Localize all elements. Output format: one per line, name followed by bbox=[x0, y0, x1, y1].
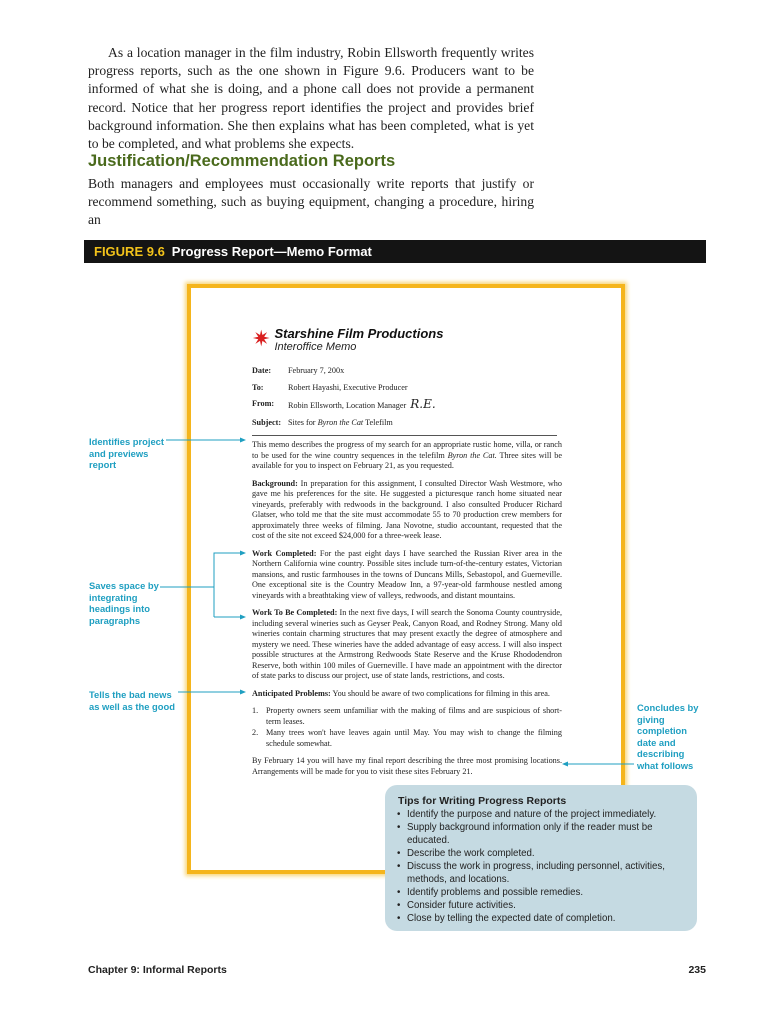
problem-text: Many trees won't have leaves again until May. You may wish to change the filming schedule somewhat. bbox=[266, 728, 562, 748]
subject-prefix: Sites for bbox=[288, 417, 318, 427]
problems-text: You should be aware of two complications for filming in this area. bbox=[330, 688, 550, 698]
arrowhead-bad-news bbox=[240, 690, 246, 695]
memo-type-label: Interoffice Memo bbox=[274, 341, 357, 353]
figure-title: Progress Report—Memo Format bbox=[171, 244, 372, 259]
tips-box bbox=[385, 785, 697, 931]
footer-page-number: 235 bbox=[688, 964, 706, 976]
arrowhead-concludes bbox=[562, 762, 568, 767]
todo-heading: Work To Be Completed: bbox=[252, 608, 338, 617]
tip-item: • Supply background information only if the reader must be educated. bbox=[397, 821, 685, 847]
tip-item: • Identify problems and possible remedies. bbox=[397, 886, 685, 899]
initials-signature: R.E. bbox=[410, 397, 436, 411]
opening-text-b: Three sites will be available for you to inspect on February 21, as you requested. bbox=[252, 450, 562, 470]
annotation-identifies: Identifies project and previews report bbox=[89, 436, 165, 470]
to-label: To: bbox=[252, 382, 264, 392]
leader-saves-space bbox=[160, 553, 242, 587]
problem-text: Property owners seem unfamiliar with the making of films and are suspicious of short-term leases. bbox=[266, 706, 562, 726]
arrowhead-identifies bbox=[240, 438, 246, 443]
tip-item: • Close by telling the expected date of completion. bbox=[397, 912, 685, 925]
subject-label: Subject: bbox=[252, 417, 282, 427]
background-heading: Background: bbox=[252, 478, 298, 488]
footer-chapter: Chapter 9: Informal Reports bbox=[88, 964, 227, 976]
opening-text-a: This memo describes the progress of my search for an appropriate rustic home, villa, or ranch to be used for the wine country sequences in the telefilm bbox=[252, 440, 562, 460]
tips-list bbox=[397, 808, 685, 925]
section-text: Both managers and employees must occasionally write reports that justify or recommend something, such as buying equipment, changing a procedure, hiring an bbox=[88, 176, 534, 228]
completed-heading: Work Completed: bbox=[252, 548, 317, 558]
tip-item: • Identify the purpose and nature of the project immediately. bbox=[397, 808, 685, 821]
to-value: Robert Hayashi, Executive Producer bbox=[288, 382, 408, 392]
company-name: Starshine Film Productions bbox=[274, 326, 444, 341]
annotation-bad-news: Tells the bad news as well as the good bbox=[89, 689, 175, 712]
subject-suffix: Telefilm bbox=[363, 417, 393, 427]
problems-heading: Anticipated Problems: bbox=[252, 688, 331, 698]
tip-item: • Discuss the work in progress, including personnel, activities, methods, and locations. bbox=[397, 860, 685, 886]
date-value: February 7, 200x bbox=[288, 366, 345, 375]
intro-paragraph: As a location manager in the film industry, Robin Ellsworth frequently writes progress reports, such as the one shown in Figure 9.6. Producers want to be informed of what she is doing, and a phone call does not provide a permanent record. Notice that her progress report identifies the project and provides brief background information. She then explains what has been completed, what is yet to be completed, and what problems she expects. bbox=[88, 45, 534, 152]
arrowhead-saves-space-top bbox=[240, 551, 246, 556]
arrowhead-saves-space-bottom bbox=[240, 615, 246, 620]
annotation-concludes: Concludes by giving completion date and describing what follows bbox=[637, 702, 699, 771]
section-heading: Justification/Recommendation Reports bbox=[88, 152, 396, 170]
from-label: From: bbox=[252, 399, 275, 408]
tips-title: Tips for Writing Progress Reports bbox=[398, 795, 567, 807]
problem-number: 1. bbox=[252, 706, 259, 715]
date-label: Date: bbox=[252, 366, 272, 375]
background-text: In preparation for this assignment, I consulted Director Wash Westmore, who gave me his preferences for the site. He suggested a picturesque ranch home situated near vineyards, preferably with redwoods in the background. I also consulted Producer Richard Glatser, who told me that the site must accommodate 55 to 70 production crew members for approximately three weeks of filming. Jana Novotne, studio accountant, requested that the cost of the site not exceed $24,000 for a three-week lease. bbox=[252, 478, 562, 540]
from-value: Robin Ellsworth, Location Manager bbox=[288, 401, 407, 410]
completed-text: For the past eight days I have searched the Russian River area in the Northern California wine country. Possible sites include turn-of-the-century estates, Victorian mansions, and rustic farmhouses in the towns of Duncans Mills, Sebastopol, and Guerneville. One exceptional site is the Country Meadow Inn, a 97-year-old farmhouse nestled among vineyards with a breathtaking view of valleys, redwoods, and distant mountains. bbox=[252, 548, 563, 600]
starburst-icon: ✷ bbox=[252, 326, 271, 351]
figure-number: FIGURE 9.6 bbox=[94, 244, 165, 259]
problem-number: 2. bbox=[252, 728, 259, 737]
subject-film-title: Byron the Cat bbox=[317, 417, 364, 427]
memo-closing: By February 14 you will have my final report describing the three most promising locations. Arrangements will be made for you to visit these sites February 21. bbox=[252, 756, 562, 776]
todo-text: In the next five days, I will search the Sonoma County countryside, including several wineries such as Geyser Peak, Canyon Road, and Rodney Strong. Many old wineries contain charming structures that may present exactly the degree of atmosphere and mystery we need. These wineries have the added advantage of easy access. I will also inspect possible structures at the Armstrong Redwoods State Reserve and the Kruse Rhododendron Reserve, both within 100 miles of Guerneville. I have made an appointment with the director of state parks to discuss our project, use of state lands, restrictions, and costs. bbox=[252, 608, 562, 680]
opening-film-title: Byron the Cat. bbox=[447, 450, 497, 460]
tip-item: • Describe the work completed. bbox=[397, 847, 685, 860]
annotation-saves-space: Saves space by integrating headings into paragraphs bbox=[89, 580, 159, 626]
tip-item: • Consider future activities. bbox=[397, 899, 685, 912]
